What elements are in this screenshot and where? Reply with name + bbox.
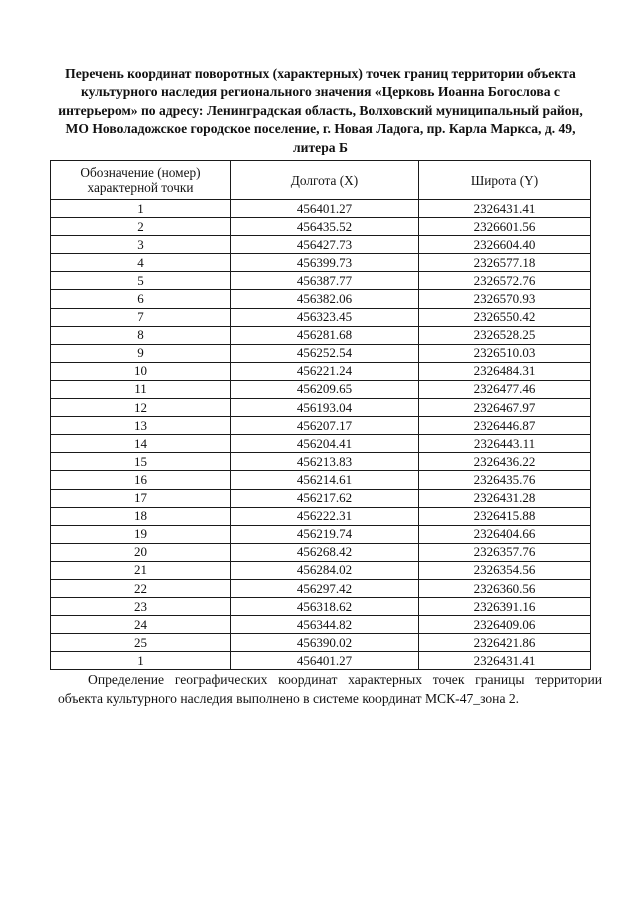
table-row xyxy=(51,525,591,543)
cell-longitude-x: 456318.62 xyxy=(231,598,419,616)
table-header-row xyxy=(51,161,591,200)
cell-latitude-y: 2326572.76 xyxy=(419,272,591,290)
cell-point-number: 8 xyxy=(51,326,231,344)
cell-latitude-y: 2326431.41 xyxy=(419,652,591,670)
cell-point-number: 2 xyxy=(51,218,231,236)
table-row xyxy=(51,634,591,652)
cell-point-number: 17 xyxy=(51,489,231,507)
cell-latitude-y: 2326409.06 xyxy=(419,616,591,634)
cell-longitude-x: 456323.45 xyxy=(231,308,419,326)
cell-longitude-x: 456207.17 xyxy=(231,417,419,435)
cell-latitude-y: 2326431.28 xyxy=(419,489,591,507)
cell-point-number: 1 xyxy=(51,652,231,670)
document-title: Перечень координат поворотных (характерных) точек границ территории объекта культурного наследия регионального значения «Церковь Иоанна Богослова с интерьером» по адресу: Ленинградская область, Волховский муниципальный район, МО Новоладожское городское поселение, г. Новая Ладога, пр. Карла Маркса, д. 49, литера Б xyxy=(58,66,583,155)
cell-latitude-y: 2326354.56 xyxy=(419,561,591,579)
cell-point-number: 13 xyxy=(51,417,231,435)
cell-latitude-y: 2326467.97 xyxy=(419,399,591,417)
cell-point-number: 1 xyxy=(51,200,231,218)
table-row xyxy=(51,200,591,218)
cell-longitude-x: 456297.42 xyxy=(231,579,419,597)
header-point-number: Обозначение (номер) характерной точки xyxy=(51,161,231,200)
cell-longitude-x: 456204.41 xyxy=(231,435,419,453)
header-latitude-y: Широта (Y) xyxy=(419,161,591,200)
cell-point-number: 10 xyxy=(51,362,231,380)
cell-point-number: 14 xyxy=(51,435,231,453)
cell-longitude-x: 456209.65 xyxy=(231,380,419,398)
cell-latitude-y: 2326435.76 xyxy=(419,471,591,489)
cell-point-number: 7 xyxy=(51,308,231,326)
cell-point-number: 11 xyxy=(51,380,231,398)
table-row xyxy=(51,399,591,417)
cell-longitude-x: 456284.02 xyxy=(231,561,419,579)
cell-longitude-x: 456435.52 xyxy=(231,218,419,236)
cell-latitude-y: 2326421.86 xyxy=(419,634,591,652)
coordinates-table xyxy=(50,160,591,670)
table-row xyxy=(51,489,591,507)
table-row xyxy=(51,344,591,362)
cell-longitude-x: 456390.02 xyxy=(231,634,419,652)
table-row xyxy=(51,579,591,597)
cell-latitude-y: 2326510.03 xyxy=(419,344,591,362)
cell-latitude-y: 2326577.18 xyxy=(419,254,591,272)
table-row xyxy=(51,308,591,326)
cell-point-number: 12 xyxy=(51,399,231,417)
cell-latitude-y: 2326415.88 xyxy=(419,507,591,525)
cell-longitude-x: 456221.24 xyxy=(231,362,419,380)
cell-point-number: 24 xyxy=(51,616,231,634)
cell-point-number: 23 xyxy=(51,598,231,616)
table-row xyxy=(51,326,591,344)
cell-longitude-x: 456213.83 xyxy=(231,453,419,471)
cell-latitude-y: 2326391.16 xyxy=(419,598,591,616)
table-row xyxy=(51,507,591,525)
table-body xyxy=(51,200,591,670)
table-row xyxy=(51,616,591,634)
cell-point-number: 9 xyxy=(51,344,231,362)
cell-longitude-x: 456387.77 xyxy=(231,272,419,290)
cell-point-number: 20 xyxy=(51,543,231,561)
table-row xyxy=(51,236,591,254)
cell-latitude-y: 2326357.76 xyxy=(419,543,591,561)
cell-longitude-x: 456401.27 xyxy=(231,652,419,670)
cell-latitude-y: 2326446.87 xyxy=(419,417,591,435)
cell-longitude-x: 456281.68 xyxy=(231,326,419,344)
table-row xyxy=(51,561,591,579)
cell-latitude-y: 2326360.56 xyxy=(419,579,591,597)
table-row xyxy=(51,254,591,272)
table-row xyxy=(51,272,591,290)
cell-latitude-y: 2326477.46 xyxy=(419,380,591,398)
cell-point-number: 6 xyxy=(51,290,231,308)
cell-longitude-x: 456219.74 xyxy=(231,525,419,543)
cell-latitude-y: 2326436.22 xyxy=(419,453,591,471)
table-row xyxy=(51,453,591,471)
cell-longitude-x: 456427.73 xyxy=(231,236,419,254)
cell-latitude-y: 2326443.11 xyxy=(419,435,591,453)
cell-point-number: 22 xyxy=(51,579,231,597)
cell-latitude-y: 2326484.31 xyxy=(419,362,591,380)
cell-longitude-x: 456399.73 xyxy=(231,254,419,272)
cell-longitude-x: 456252.54 xyxy=(231,344,419,362)
cell-point-number: 21 xyxy=(51,561,231,579)
table-row xyxy=(51,598,591,616)
cell-longitude-x: 456217.62 xyxy=(231,489,419,507)
cell-point-number: 15 xyxy=(51,453,231,471)
header-longitude-x: Долгота (X) xyxy=(231,161,419,200)
coordinate-system-note: Определение географических координат характерных точек границы территории объекта культурного наследия выполнено в системе координат МСК-47_зона 2. xyxy=(58,672,602,706)
table-row xyxy=(51,543,591,561)
table-row xyxy=(51,218,591,236)
cell-point-number: 5 xyxy=(51,272,231,290)
cell-latitude-y: 2326528.25 xyxy=(419,326,591,344)
cell-latitude-y: 2326404.66 xyxy=(419,525,591,543)
table-row xyxy=(51,417,591,435)
cell-longitude-x: 456344.82 xyxy=(231,616,419,634)
table-row xyxy=(51,652,591,670)
cell-longitude-x: 456214.61 xyxy=(231,471,419,489)
cell-latitude-y: 2326601.56 xyxy=(419,218,591,236)
cell-longitude-x: 456268.42 xyxy=(231,543,419,561)
cell-latitude-y: 2326570.93 xyxy=(419,290,591,308)
cell-latitude-y: 2326550.42 xyxy=(419,308,591,326)
cell-point-number: 16 xyxy=(51,471,231,489)
cell-point-number: 19 xyxy=(51,525,231,543)
table-row xyxy=(51,290,591,308)
cell-latitude-y: 2326431.41 xyxy=(419,200,591,218)
table-row xyxy=(51,435,591,453)
table-row xyxy=(51,380,591,398)
cell-longitude-x: 456193.04 xyxy=(231,399,419,417)
cell-longitude-x: 456401.27 xyxy=(231,200,419,218)
cell-point-number: 18 xyxy=(51,507,231,525)
table-row xyxy=(51,471,591,489)
cell-longitude-x: 456222.31 xyxy=(231,507,419,525)
cell-longitude-x: 456382.06 xyxy=(231,290,419,308)
table-row xyxy=(51,362,591,380)
cell-point-number: 3 xyxy=(51,236,231,254)
cell-point-number: 25 xyxy=(51,634,231,652)
cell-latitude-y: 2326604.40 xyxy=(419,236,591,254)
cell-point-number: 4 xyxy=(51,254,231,272)
